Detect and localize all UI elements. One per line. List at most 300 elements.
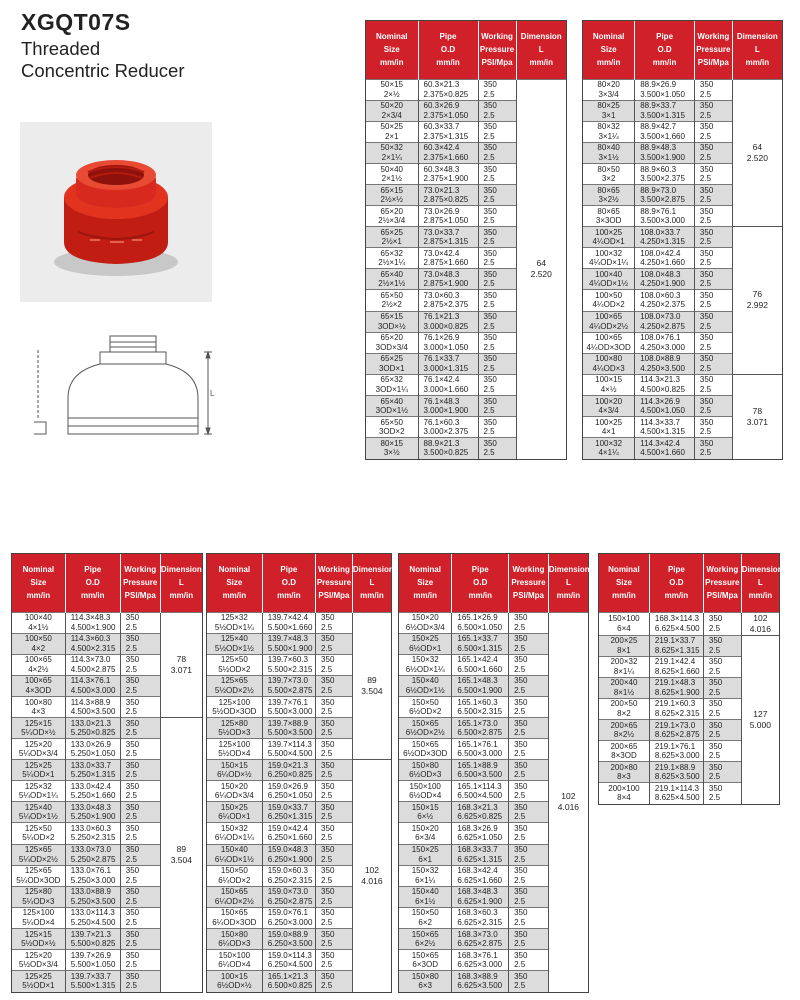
od-mm: 108.0×60.3 (640, 291, 681, 301)
size-in: 6¼OD×3OD (212, 917, 257, 927)
pressure-psi: 350 (514, 676, 528, 686)
pressure-psi: 350 (125, 866, 140, 876)
size-mm: 125×40 (220, 634, 248, 644)
table-row (599, 612, 779, 635)
working-pressure-cell (120, 802, 160, 823)
pressure-psi: 350 (514, 971, 528, 981)
size-mm: 100×65 (24, 676, 52, 686)
od-in: 6.500×0.825 (267, 981, 313, 991)
od-in: 8.625×1.660 (654, 666, 700, 676)
pressure-psi: 350 (514, 781, 528, 791)
size-mm: 100×32 (595, 438, 623, 448)
size-mm: 150×50 (411, 908, 439, 918)
pressure-mpa: 2.5 (321, 917, 333, 927)
od-mm: 114.3×76.1 (70, 676, 111, 686)
size-in: 4×3 (31, 706, 46, 716)
size-in: 6½OD×1¼ (405, 664, 445, 674)
working-pressure-cell (703, 698, 741, 719)
size-mm: 65×50 (380, 291, 403, 301)
od-mm: 165.1×26.9 (457, 613, 498, 623)
pipe-od-cell (418, 100, 478, 121)
size-in: 6½OD×2½ (405, 728, 445, 738)
nominal-size-cell (207, 717, 262, 738)
size-mm: 65×25 (380, 227, 403, 237)
pressure-mpa: 2.5 (699, 405, 712, 415)
header-od-line: O.D (669, 578, 684, 588)
od-mm: 108.0×42.4 (640, 248, 681, 258)
dimension-in: 4.016 (361, 875, 383, 886)
header-od-line: mm/in (436, 58, 460, 68)
pressure-psi: 350 (699, 164, 714, 174)
pipe-od-cell (262, 717, 315, 738)
pipe-od-cell (649, 698, 703, 719)
nominal-size-cell (12, 886, 65, 907)
pipe-od-cell (649, 612, 703, 635)
od-in: 6.625×3.000 (457, 960, 503, 970)
size-mm: 125×20 (24, 950, 52, 960)
nominal-size-cell (583, 227, 635, 248)
od-mm: 76.1×42.4 (423, 375, 460, 385)
size-in: 4×½ (600, 384, 617, 394)
pipe-od-cell (635, 163, 695, 184)
pressure-mpa: 2.5 (483, 173, 495, 183)
pressure-mpa: 2.5 (514, 875, 526, 885)
nominal-size-cell (583, 395, 635, 416)
od-in: 6.625×4.500 (654, 623, 700, 633)
header-dimension-line: L (754, 45, 760, 55)
pressure-mpa: 2.5 (321, 664, 333, 674)
header-od (65, 554, 120, 612)
od-in: 2.875×1.315 (423, 237, 469, 247)
header-dimension-line: Dimension (736, 32, 778, 42)
pressure-mpa: 2.5 (125, 917, 137, 927)
od-mm: 114.3×48.3 (70, 613, 111, 623)
pressure-psi: 350 (514, 866, 528, 876)
header-dimension-line: L (538, 45, 544, 55)
pipe-od-cell (452, 950, 509, 971)
header-pressure (478, 21, 516, 79)
pressure-psi: 350 (125, 950, 140, 960)
nominal-size-cell (207, 760, 262, 781)
od-mm: 139.7×42.4 (267, 613, 308, 623)
od-in: 8.625×3.500 (654, 772, 700, 782)
nominal-size-cell (399, 865, 452, 886)
od-in: 2.375×1.050 (423, 110, 469, 120)
size-in: 4×2½ (28, 664, 49, 674)
nominal-size-cell (599, 635, 649, 656)
size-mm: 100×50 (595, 291, 623, 301)
od-in: 6.625×3.500 (457, 981, 503, 991)
working-pressure-cell (120, 739, 160, 760)
pressure-mpa: 2.5 (321, 960, 333, 970)
od-mm: 60.3×33.7 (423, 122, 460, 132)
pressure-mpa: 2.5 (483, 405, 495, 415)
size-in: 6¼OD×4 (218, 960, 251, 970)
table-row (583, 227, 782, 248)
pressure-psi: 350 (708, 614, 723, 624)
pressure-psi: 350 (125, 655, 140, 665)
product-type: Threaded (21, 38, 101, 59)
nominal-size-cell (583, 311, 635, 332)
pressure-psi: 350 (321, 781, 335, 791)
nominal-size-cell (12, 781, 65, 802)
pressure-psi: 350 (321, 760, 335, 770)
od-mm: 76.1×48.3 (423, 396, 460, 406)
working-pressure-cell (120, 760, 160, 781)
pipe-od-cell (452, 865, 509, 886)
size-in: 6½OD×½ (217, 981, 252, 991)
dimension-mm: 89 (367, 674, 377, 685)
od-mm: 114.3×42.4 (640, 438, 680, 448)
pressure-mpa: 2.5 (483, 384, 495, 394)
nominal-size-cell (12, 739, 65, 760)
working-pressure-cell (694, 311, 732, 332)
working-pressure-cell (478, 227, 516, 248)
od-in: 4.500×1.660 (640, 448, 685, 458)
od-in: 4.250×1.315 (640, 237, 685, 247)
nominal-size-cell (583, 248, 635, 269)
size-in: 6¼OD×2½ (214, 896, 254, 906)
od-in: 6.250×2.315 (267, 875, 313, 885)
dimension-cell (548, 612, 588, 992)
working-pressure-cell (316, 633, 353, 654)
size-mm: 80×15 (380, 438, 403, 448)
od-in: 6.625×1.050 (457, 833, 503, 843)
od-mm: 159.0×88.9 (267, 929, 308, 939)
header-dimension-line: Dimension (548, 565, 590, 575)
pressure-psi: 350 (483, 101, 497, 111)
od-mm: 76.1×21.3 (423, 312, 460, 322)
size-in: 2½×3/4 (378, 216, 406, 226)
dimension-mm: 64 (536, 258, 546, 269)
pressure-mpa: 2.5 (125, 981, 137, 991)
pressure-mpa: 2.5 (483, 89, 495, 99)
size-mm: 100×80 (595, 354, 623, 364)
size-mm: 125×50 (220, 655, 248, 665)
pressure-psi: 350 (708, 678, 723, 688)
size-mm: 150×32 (411, 866, 439, 876)
od-in: 5.250×1.900 (70, 812, 116, 822)
nominal-size-cell (207, 675, 262, 696)
od-mm: 165.1×76.1 (457, 739, 498, 749)
pressure-mpa: 2.5 (125, 664, 137, 674)
od-in: 3.500×3.000 (640, 216, 685, 226)
od-mm: 168.3×88.9 (457, 971, 498, 981)
pipe-od-cell (65, 844, 120, 865)
pressure-psi: 350 (483, 333, 497, 343)
od-in: 3.500×1.315 (640, 110, 685, 120)
size-mm: 80×65 (597, 185, 620, 195)
pressure-psi: 350 (483, 80, 497, 90)
pressure-psi: 350 (514, 718, 528, 728)
od-in: 5.250×1.660 (70, 791, 116, 801)
od-in: 5.500×3.000 (267, 706, 313, 716)
pressure-psi: 350 (514, 845, 528, 855)
pressure-psi: 350 (708, 762, 723, 772)
nominal-size-cell (12, 823, 65, 844)
size-in: 3×2 (601, 173, 616, 183)
pipe-od-cell (262, 696, 315, 717)
working-pressure-cell (694, 290, 732, 311)
od-in: 3.000×1.050 (423, 342, 469, 352)
od-in: 5.250×4.500 (70, 917, 116, 927)
size-in: 6½OD×3 (409, 770, 442, 780)
pressure-psi: 350 (699, 312, 714, 322)
size-mm: 65×32 (380, 375, 403, 385)
header-pressure-line: Pressure (696, 45, 731, 55)
pressure-psi: 350 (514, 697, 528, 707)
size-mm: 150×50 (220, 866, 248, 876)
size-mm: 150×80 (411, 971, 439, 981)
nominal-size-cell (207, 781, 262, 802)
nominal-size-cell (12, 802, 65, 823)
size-mm: 150×40 (411, 887, 439, 897)
header-size (12, 554, 65, 612)
header-pressure-line: Working (481, 32, 513, 42)
size-in: 5½OD×2½ (214, 685, 254, 695)
od-mm: 159.0×114.3 (267, 950, 312, 960)
working-pressure-cell (120, 633, 160, 654)
od-mm: 108.0×48.3 (640, 269, 681, 279)
size-mm: 65×50 (380, 417, 403, 427)
pipe-od-cell (635, 121, 695, 142)
od-in: 4.500×0.825 (640, 384, 685, 394)
header-size-line: mm/in (222, 591, 247, 601)
header-od (649, 554, 703, 612)
pressure-mpa: 2.5 (699, 258, 712, 268)
size-in: 8×1½ (613, 687, 635, 697)
od-in: 5.500×1.315 (70, 981, 116, 991)
pressure-mpa: 2.5 (514, 643, 526, 653)
od-in: 6.500×2.315 (457, 706, 503, 716)
table-row (12, 717, 202, 738)
size-mm: 125×32 (24, 781, 52, 791)
size-in: 3OD×2 (378, 427, 405, 437)
working-pressure-cell (120, 950, 160, 971)
working-pressure-cell (694, 248, 732, 269)
pressure-mpa: 2.5 (321, 938, 333, 948)
size-mm: 150×40 (220, 845, 248, 855)
pipe-od-cell (262, 760, 315, 781)
pipe-od-cell (262, 844, 315, 865)
size-mm: 100×50 (24, 634, 52, 644)
working-pressure-cell (478, 332, 516, 353)
pipe-od-cell (418, 290, 478, 311)
header-pressure-line: Working (124, 565, 157, 575)
od-in: 6.500×1.315 (457, 643, 503, 653)
size-in: 4¼OD×1 (592, 237, 625, 247)
od-mm: 139.7×73.0 (267, 676, 308, 686)
pipe-od-cell (635, 142, 695, 163)
size-mm: 150×65 (220, 908, 248, 918)
od-mm: 139.7×33.7 (70, 971, 111, 981)
working-pressure-cell (478, 206, 516, 227)
od-in: 3.000×1.315 (423, 363, 469, 373)
working-pressure-cell (694, 438, 732, 459)
pipe-od-cell (649, 635, 703, 656)
pressure-mpa: 2.5 (321, 728, 333, 738)
size-in: 6¼OD×1 (218, 812, 251, 822)
pipe-od-cell (635, 311, 695, 332)
pipe-od-cell (649, 740, 703, 761)
od-mm: 76.1×26.9 (423, 333, 460, 343)
working-pressure-cell (509, 907, 549, 928)
pressure-psi: 350 (321, 929, 335, 939)
size-in: 8×1¼ (613, 666, 635, 676)
size-in: 6×½ (417, 812, 434, 822)
pressure-psi: 350 (514, 655, 528, 665)
pressure-psi: 350 (708, 720, 723, 730)
pipe-od-cell (649, 656, 703, 677)
pressure-psi: 350 (483, 312, 497, 322)
size-mm: 150×25 (411, 845, 439, 855)
size-mm: 100×20 (595, 396, 623, 406)
pressure-mpa: 2.5 (483, 279, 495, 289)
pressure-psi: 350 (125, 929, 140, 939)
size-in: 5¼OD×2½ (18, 854, 58, 864)
size-mm: 150×65 (220, 887, 248, 897)
od-in: 3.500×1.050 (640, 89, 685, 99)
size-mm: 65×20 (380, 333, 403, 343)
pressure-psi: 350 (514, 802, 528, 812)
od-mm: 219.1×48.3 (654, 678, 696, 688)
dimension-in: 2.992 (746, 300, 768, 311)
pressure-mpa: 2.5 (321, 875, 333, 885)
header-dimension-line: L (565, 578, 571, 588)
size-mm: 150×15 (220, 760, 248, 770)
working-pressure-cell (120, 717, 160, 738)
nominal-size-cell (366, 184, 418, 205)
pressure-psi: 350 (125, 781, 140, 791)
pressure-mpa: 2.5 (483, 300, 495, 310)
nominal-size-cell (599, 698, 649, 719)
pressure-psi: 350 (699, 143, 714, 153)
od-mm: 88.9×73.0 (640, 185, 677, 195)
od-mm: 159.0×21.3 (267, 760, 308, 770)
od-mm: 159.0×76.1 (267, 908, 308, 918)
nominal-size-cell (207, 971, 262, 992)
size-in: 5½OD×1¼ (214, 622, 254, 632)
od-in: 6.625×1.660 (457, 875, 503, 885)
header-pressure (694, 21, 732, 79)
nominal-size-cell (583, 374, 635, 395)
size-mm: 150×20 (220, 781, 248, 791)
spec-table-6 (598, 553, 783, 805)
pressure-psi: 350 (699, 375, 714, 385)
size-in: 2×3/4 (381, 110, 402, 120)
pressure-mpa: 2.5 (708, 666, 721, 676)
od-in: 5.250×1.050 (70, 749, 116, 759)
od-mm: 168.3×33.7 (457, 845, 498, 855)
dimension-cell (352, 760, 391, 992)
od-mm: 88.9×60.3 (640, 164, 677, 174)
pipe-od-cell (418, 395, 478, 416)
header-pressure-line: PSI/Mpa (697, 58, 729, 68)
working-pressure-cell (694, 353, 732, 374)
size-mm: 150×20 (411, 824, 439, 834)
pipe-od-cell (262, 781, 315, 802)
size-mm: 125×15 (24, 718, 52, 728)
pressure-mpa: 2.5 (514, 706, 526, 716)
header-size (207, 554, 262, 612)
product-code: XGQT07S (21, 9, 131, 35)
od-in: 8.625×3.000 (654, 751, 700, 761)
pipe-od-cell (452, 844, 509, 865)
pipe-od-cell (65, 717, 120, 738)
pipe-od-cell (452, 802, 509, 823)
size-in: 2×1 (384, 131, 399, 141)
pipe-od-cell (418, 184, 478, 205)
size-mm: 65×32 (380, 248, 403, 258)
pressure-psi: 350 (483, 438, 497, 448)
pipe-od-cell (65, 950, 120, 971)
header-pressure-line: Pressure (511, 578, 546, 588)
pressure-psi: 350 (125, 718, 140, 728)
working-pressure-cell (478, 142, 516, 163)
size-mm: 65×40 (380, 396, 403, 406)
pressure-mpa: 2.5 (514, 938, 526, 948)
size-in: 5¼OD×1½ (18, 812, 58, 822)
od-mm: 168.3×21.3 (457, 802, 498, 812)
od-in: 3.500×2.375 (640, 173, 685, 183)
working-pressure-cell (509, 971, 549, 992)
pressure-mpa: 2.5 (125, 812, 137, 822)
working-pressure-cell (316, 844, 353, 865)
od-in: 6.250×0.825 (267, 770, 313, 780)
size-mm: 80×50 (597, 164, 620, 174)
table-row (207, 760, 391, 781)
pipe-od-cell (418, 269, 478, 290)
header-od (418, 21, 478, 79)
working-pressure-cell (509, 802, 549, 823)
od-in: 3.500×1.660 (640, 131, 685, 141)
pressure-mpa: 2.5 (699, 216, 712, 226)
size-in: 5½OD×2 (218, 664, 251, 674)
size-mm: 200×32 (610, 657, 638, 667)
od-mm: 165.1×60.3 (457, 697, 498, 707)
pressure-psi: 350 (125, 697, 140, 707)
pipe-od-cell (65, 971, 120, 992)
size-in: 6¼OD×3/4 (214, 791, 254, 801)
dimension-mm: 89 (176, 843, 187, 854)
working-pressure-cell (316, 907, 353, 928)
header-dimension-line: L (757, 578, 763, 588)
size-mm: 200×100 (608, 784, 640, 794)
working-pressure-cell (316, 886, 353, 907)
pipe-od-cell (635, 353, 695, 374)
working-pressure-cell (316, 696, 353, 717)
od-mm: 108.0×76.1 (640, 333, 681, 343)
size-in: 3×1¼ (598, 131, 619, 141)
od-in: 8.625×2.315 (654, 708, 700, 718)
working-pressure-cell (120, 865, 160, 886)
od-in: 4.250×1.660 (640, 258, 685, 268)
working-pressure-cell (694, 121, 732, 142)
pressure-mpa: 2.5 (699, 321, 712, 331)
size-mm: 100×65 (595, 312, 623, 322)
pressure-mpa: 2.5 (699, 342, 712, 352)
pressure-mpa: 2.5 (483, 152, 495, 162)
size-mm: 125×50 (24, 824, 52, 834)
table-row (12, 612, 202, 633)
size-in: 5½OD×3 (218, 728, 251, 738)
size-mm: 100×65 (595, 333, 623, 343)
size-in: 5¼OD×2 (22, 833, 55, 843)
nominal-size-cell (599, 783, 649, 804)
od-mm: 114.3×21.3 (640, 375, 680, 385)
pipe-od-cell (262, 907, 315, 928)
working-pressure-cell (120, 696, 160, 717)
